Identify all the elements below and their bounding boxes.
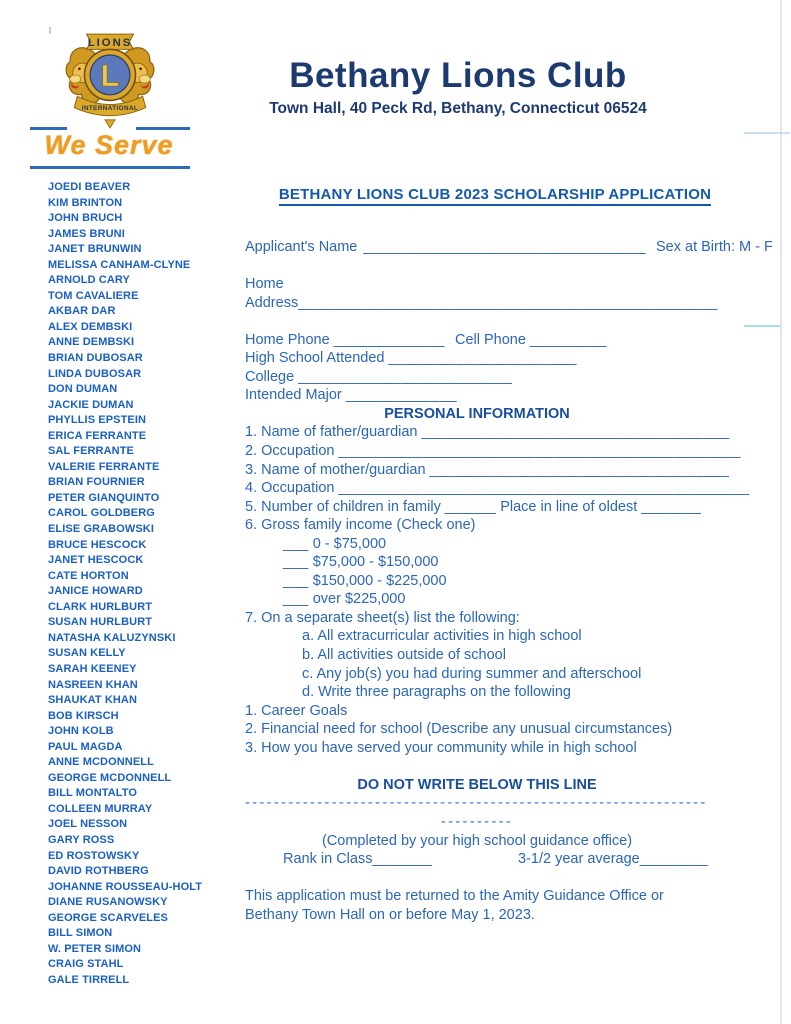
place-in-line-label: Place in line of oldest [500,498,638,515]
essay-topic-item: 1. Career Goals [245,702,348,719]
member-name: JOEL NESSON [48,818,128,831]
applicant-name-label: Applicant's Name [245,239,358,255]
scan-artifact-vertical-line [780,0,782,1024]
member-name: BILL MONTALTO [48,787,138,800]
member-name: BRIAN DUBOSAR [48,352,143,365]
member-name: ARNOLD CARY [48,274,130,287]
income-option-label: $75,000 - $150,000 [312,554,439,571]
college-blank: _________________________ [298,368,513,385]
member-name: BRIAN FOURNIER [48,476,145,489]
major-row [245,386,745,405]
spacer [245,869,745,888]
father-name-row [245,423,745,442]
lions-international-emblem-icon [57,29,163,129]
member-name: TOM CAVALIERE [48,289,139,302]
member-name: CLARK HURLBURT [48,600,153,613]
major-blank: _____________ [345,387,458,404]
emblem-ribbon-tail [105,120,115,128]
spacer [245,312,745,331]
we-serve-motto: We Serve [44,130,174,160]
club-title: Bethany Lions Club [289,56,627,95]
separate-sheet-items-list [245,627,745,701]
rank-label: Rank in Class [283,851,373,868]
member-name: JOHN KOLB [48,725,114,738]
member-name: ELISE GRABOWSKI [48,523,155,536]
rank-average-row [245,850,745,869]
member-name: JACKIE DUMAN [48,398,134,411]
sex-at-birth-label: Sex at Birth: M - F [656,239,773,255]
scan-artifact-cyan-tick [744,325,780,327]
application-title-row [245,186,745,206]
income-option-checkbox-blank: ___ [283,591,309,608]
member-name: PAUL MAGDA [48,740,123,753]
average-group [518,850,708,869]
do-not-write-heading: DO NOT WRITE BELOW THIS LINE [357,776,597,793]
separate-sheet-item: d. Write three paragraphs on the following [302,684,571,701]
separate-sheet-item: a. All extracurricular activities in high school [302,628,582,645]
return-note-line1: This application must be returned to the Amity Guidance Office or [245,888,664,905]
logo-rule-bottom [30,166,190,169]
place-in-line-blank: _______ [641,498,702,515]
income-option-label: 0 - $75,000 [312,535,387,552]
children-row [245,498,745,517]
cell-phone-label: Cell Phone [454,331,526,348]
member-name: NASREEN KHAN [48,678,138,691]
income-option-label: over $225,000 [312,591,406,608]
average-label: 3-1/2 year average [518,851,640,868]
mother-occupation-row [245,479,750,498]
member-name: ALEX DEMBSKI [48,320,133,333]
college-row [245,368,745,387]
phone-row [245,331,745,350]
member-name: SUSAN HURLBURT [48,616,153,629]
mother-occupation-label: 4. Occupation [245,480,335,497]
member-name: GEORGE MCDONNELL [48,771,172,784]
member-name: JOHANNE ROUSSEAU-HOLT [48,880,203,893]
income-question-label: 6. Gross family income (Check one) [245,517,476,534]
rank-blank: _______ [372,851,433,868]
member-name: ANNE MCDONNELL [48,756,154,769]
cell-phone-blank: _________ [529,331,607,348]
mother-occupation-blank: ________________________________________________ [338,480,750,497]
address-row [245,294,745,313]
member-name: SAL FERRANTE [48,445,134,458]
mother-name-row [245,461,745,480]
separator-line-long: ---------------------------------------------------------------- [245,795,708,812]
separate-sheet-item: b. All activities outside of school [302,647,506,664]
member-name: ERICA FERRANTE [48,429,147,442]
emblem-bottom-ribbon-text: INTERNATIONAL [81,105,139,113]
applicant-name-row [245,238,773,257]
application-form [245,0,773,1024]
essay-topic-item: 2. Financial need for school (Describe any unusual circumstances) [245,721,673,738]
father-name-label: 1. Name of father/guardian [245,424,418,441]
member-name: JANET BRUNWIN [48,243,142,256]
income-option-row [245,572,745,591]
income-option-checkbox-blank: ___ [283,572,309,589]
children-count-label: 5. Number of children in family [245,498,441,515]
member-name: JANICE HOWARD [48,585,143,598]
member-name: ANNE DEMBSKI [48,336,135,349]
income-option-label: $150,000 - $225,000 [312,572,447,589]
separate-sheet-label: 7. On a separate sheet(s) list the following: [245,609,520,626]
father-occupation-label: 2. Occupation [245,443,335,460]
home-label-row [245,275,745,294]
member-name: GEORGE SCARVELES [48,911,168,924]
member-name: JANET HESCOCK [48,554,144,567]
member-name: JOHN BRUCH [48,212,123,225]
member-name: JOEDI BEAVER [48,181,131,193]
emblem-letter-l: L [100,59,120,94]
children-count-blank: ______ [444,498,497,515]
income-option-row [245,590,745,609]
high-school-row [245,349,745,368]
member-name: PETER GIANQUINTO [48,491,160,504]
guidance-office-note: (Completed by your high school guidance office) [321,832,633,849]
income-option-checkbox-blank: ___ [283,554,309,571]
member-name: DIANE RUSANOWSKY [48,896,168,909]
average-blank: ________ [639,851,709,868]
member-name: BILL SIMON [48,927,113,940]
income-options-list [245,535,745,609]
member-name: NATASHA KALUZYNSKI [48,631,176,644]
major-label: Intended Major [245,387,342,404]
mother-name-label: 3. Name of mother/guardian [245,461,426,478]
separate-sheet-row [245,609,745,628]
income-question-row [245,516,745,535]
separator-line-short: ---------- [440,813,514,830]
spacer [245,257,745,276]
applicant-name-blank: _________________________________ [363,239,646,255]
mother-name-blank: ___________________________________ [429,461,730,478]
personal-information-heading: PERSONAL INFORMATION [384,405,570,422]
father-name-blank: ____________________________________ [421,424,730,441]
member-name: JAMES BRUNI [48,227,125,240]
member-name: COLLEEN MURRAY [48,802,153,815]
address-label: Address [245,294,299,311]
father-occupation-row [245,442,745,461]
scan-artifact-speck [49,27,51,34]
father-occupation-blank: _______________________________________________ [338,443,742,460]
separate-sheet-item: c. Any job(s) you had during summer and afterschool [302,665,642,682]
income-option-checkbox-blank: ___ [283,535,309,552]
home-label: Home [245,276,284,293]
college-label: College [245,368,295,385]
income-option-row [245,553,745,572]
member-name: DON DUMAN [48,383,118,396]
income-option-row [245,535,745,554]
member-name: W. PETER SIMON [48,942,142,955]
scan-artifact-blue-tick [744,132,790,134]
home-phone-blank: _____________ [333,331,445,348]
club-address: Town Hall, 40 Peck Rd, Bethany, Connecticut 06524 [269,100,647,117]
member-name: BRUCE HESCOCK [48,538,147,551]
member-name: AKBAR DAR [48,305,116,318]
high-school-blank: ______________________ [388,350,577,367]
member-name: MELISSA CANHAM-CLYNE [48,258,191,271]
member-name: CRAIG STAHL [48,958,124,971]
emblem-top-banner-text: LIONS [87,36,133,49]
spacer [245,757,745,776]
member-name: CAROL GOLDBERG [48,507,155,520]
member-name: GARY ROSS [48,833,115,846]
member-name: BOB KIRSCH [48,709,119,722]
high-school-label: High School Attended [245,350,385,367]
essay-topic-item: 3. How you have served your community while in high school [245,739,637,756]
member-name: GALE TIRRELL [48,973,130,986]
member-name: PHYLLIS EPSTEIN [48,414,147,427]
member-name: CATE HORTON [48,569,129,582]
member-name: VALERIE FERRANTE [48,460,160,473]
essay-topics-list [245,702,745,758]
member-name: SHAUKAT KHAN [48,694,137,707]
home-phone-label: Home Phone [245,331,330,348]
member-name: DAVID ROTHBERG [48,865,149,878]
member-name: SARAH KEENEY [48,662,137,675]
return-note-line2: Bethany Town Hall on or before May 1, 2023. [245,906,535,923]
member-name: KIM BRINTON [48,196,123,209]
member-name: LINDA DUBOSAR [48,367,142,380]
form-body [245,238,773,924]
member-name: ED ROSTOWSKY [48,849,140,862]
application-title: BETHANY LIONS CLUB 2023 SCHOLARSHIP APPLICATION [279,186,711,206]
member-list [48,180,202,988]
member-name: SUSAN KELLY [48,647,126,660]
address-blank: _________________________________________________ [298,294,718,311]
